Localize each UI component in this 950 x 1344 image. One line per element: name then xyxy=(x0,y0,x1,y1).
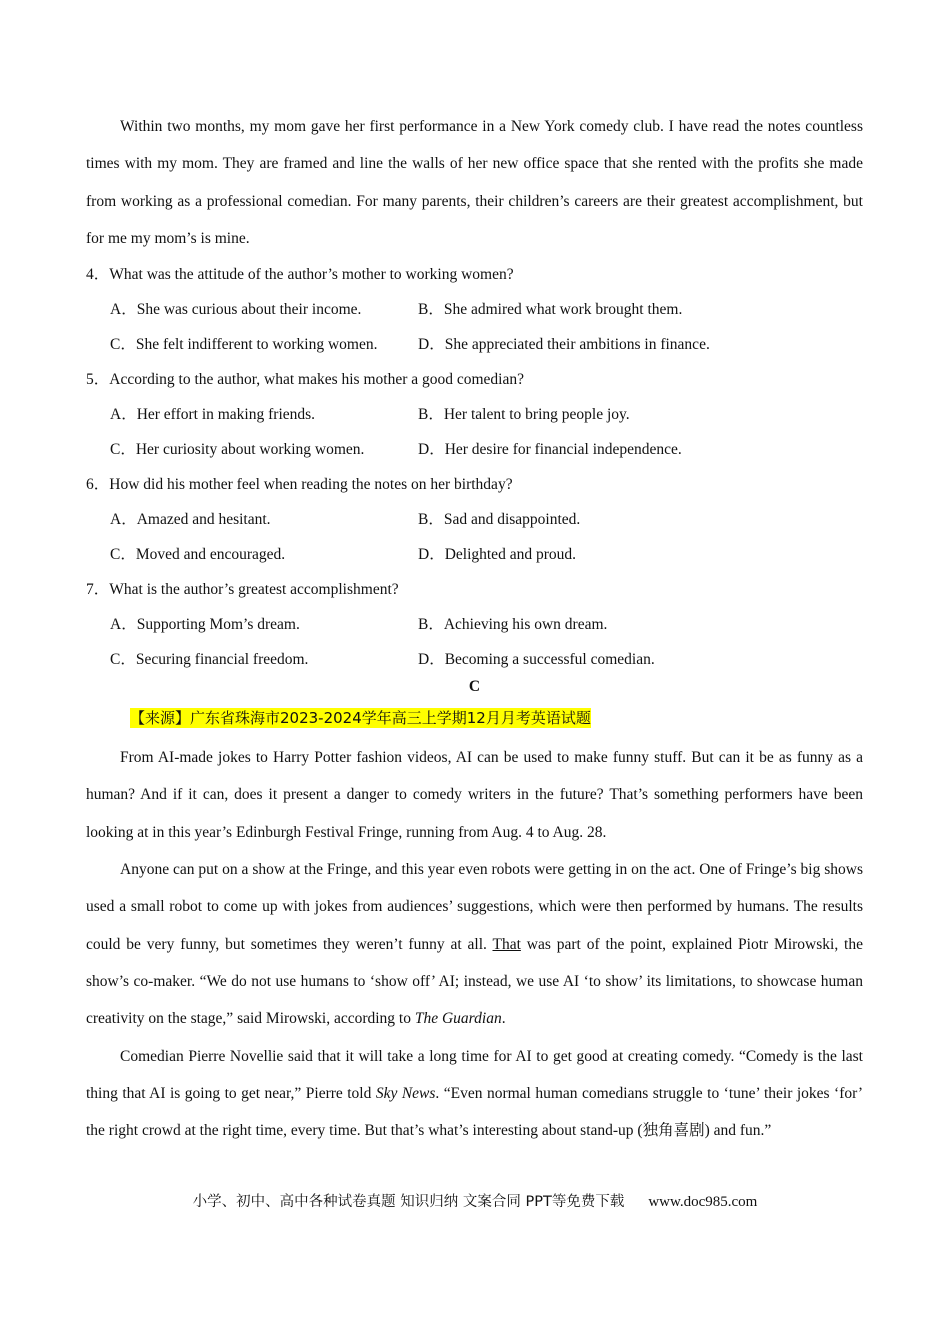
question-stem: 5．According to the author, what makes his mother a good comedian? xyxy=(86,371,524,389)
option-a: A．Her effort in making friends. xyxy=(110,406,316,424)
option-c: C．Securing financial freedom. xyxy=(110,651,309,669)
option-b: B．She admired what work brought them. xyxy=(418,301,683,319)
option-d: D．Becoming a successful comedian. xyxy=(418,651,655,669)
source-label: 【来源】广东省珠海市2023-2024学年高三上学期12月月考英语试题 xyxy=(130,709,591,728)
question-stem: 4．What was the attitude of the author’s mother to working women? xyxy=(86,266,514,284)
option-c: C．She felt indifferent to working women. xyxy=(110,336,378,354)
option-c: C．Moved and encouraged. xyxy=(110,546,286,564)
passage-c-paragraph-1: From AI-made jokes to Harry Potter fashion videos, AI can be used to make funny stuff. But can it be as funny as a human? And if it can, does it present a danger to comedy writers in the future? That’s something performers have been looking at in this year’s Edinburgh Festival Fringe, running from Aug. 4 to Aug. 28. xyxy=(86,749,863,841)
document-page xyxy=(86,108,863,1149)
publication-name: Sky News xyxy=(375,1084,436,1102)
option-b: B．Her talent to bring people joy. xyxy=(418,406,630,424)
option-d: D．Delighted and proud. xyxy=(418,546,576,564)
page-footer xyxy=(0,1190,950,1211)
option-a: A．Amazed and hesitant. xyxy=(110,511,271,529)
option-a: A．Supporting Mom’s dream. xyxy=(110,616,300,634)
question-7 xyxy=(86,572,863,677)
footer-text: 小学、初中、高中各种试卷真题 知识归纳 文案合同 PPT等免费下载 xyxy=(192,1194,625,1210)
question-stem: 7．What is the author’s greatest accomplishment? xyxy=(86,581,399,599)
passage-b-final-paragraph: Within two months, my mom gave her first performance in a New York comedy club. I have read the notes countless times with my mom. They are framed and line the walls of her new office space that she rented with the profits she made from working as a professional comedian. For many parents, their children’s careers are their greatest accomplishment, but for me my mom’s is mine. xyxy=(86,118,863,247)
passage-c-paragraph-2: Anyone can put on a show at the Fringe, and this year even robots were getting in on the act. One of Fringe’s big shows used a small robot to come up with jokes from audiences’ suggestions, which were then performed by humans. The results could be very funny, but sometimes they weren’t funny at all. That was part of the point, explained Piotr Mirowski, the show’s co-maker. “We do not use humans to ‘show off’ AI; instead, we use AI ‘to show’ its limitations, to showcase human creativity on the stage,” said Mirowski, according to The Guardian. xyxy=(86,861,863,1028)
section-heading: C xyxy=(468,678,481,696)
option-c: C．Her curiosity about working women. xyxy=(110,441,365,459)
underlined-word: That xyxy=(492,935,521,953)
option-d: D．Her desire for financial independence. xyxy=(418,441,682,459)
question-4 xyxy=(86,257,863,362)
publication-name: The Guardian xyxy=(414,1010,502,1028)
question-5 xyxy=(86,362,863,467)
question-stem: 6．How did his mother feel when reading the notes on her birthday? xyxy=(86,476,513,494)
option-d: D．She appreciated their ambitions in finance. xyxy=(418,336,710,354)
option-b: B．Achieving his own dream. xyxy=(418,616,608,634)
option-b: B．Sad and disappointed. xyxy=(418,511,581,529)
question-6 xyxy=(86,467,863,572)
passage-c-paragraph-3: Comedian Pierre Novellie said that it will take a long time for AI to get good at creating comedy. “Comedy is the last thing that AI is going to get near,” Pierre told Sky News. “Even normal human comedians struggle to ‘tune’ their jokes ‘for’ the right crowd at the right time, every time. But that’s what’s interesting about stand-up (独角喜剧) and fun.” xyxy=(86,1047,864,1140)
option-a: A．She was curious about their income. xyxy=(110,301,362,319)
footer-url[interactable]: www.doc985.com xyxy=(648,1194,758,1210)
